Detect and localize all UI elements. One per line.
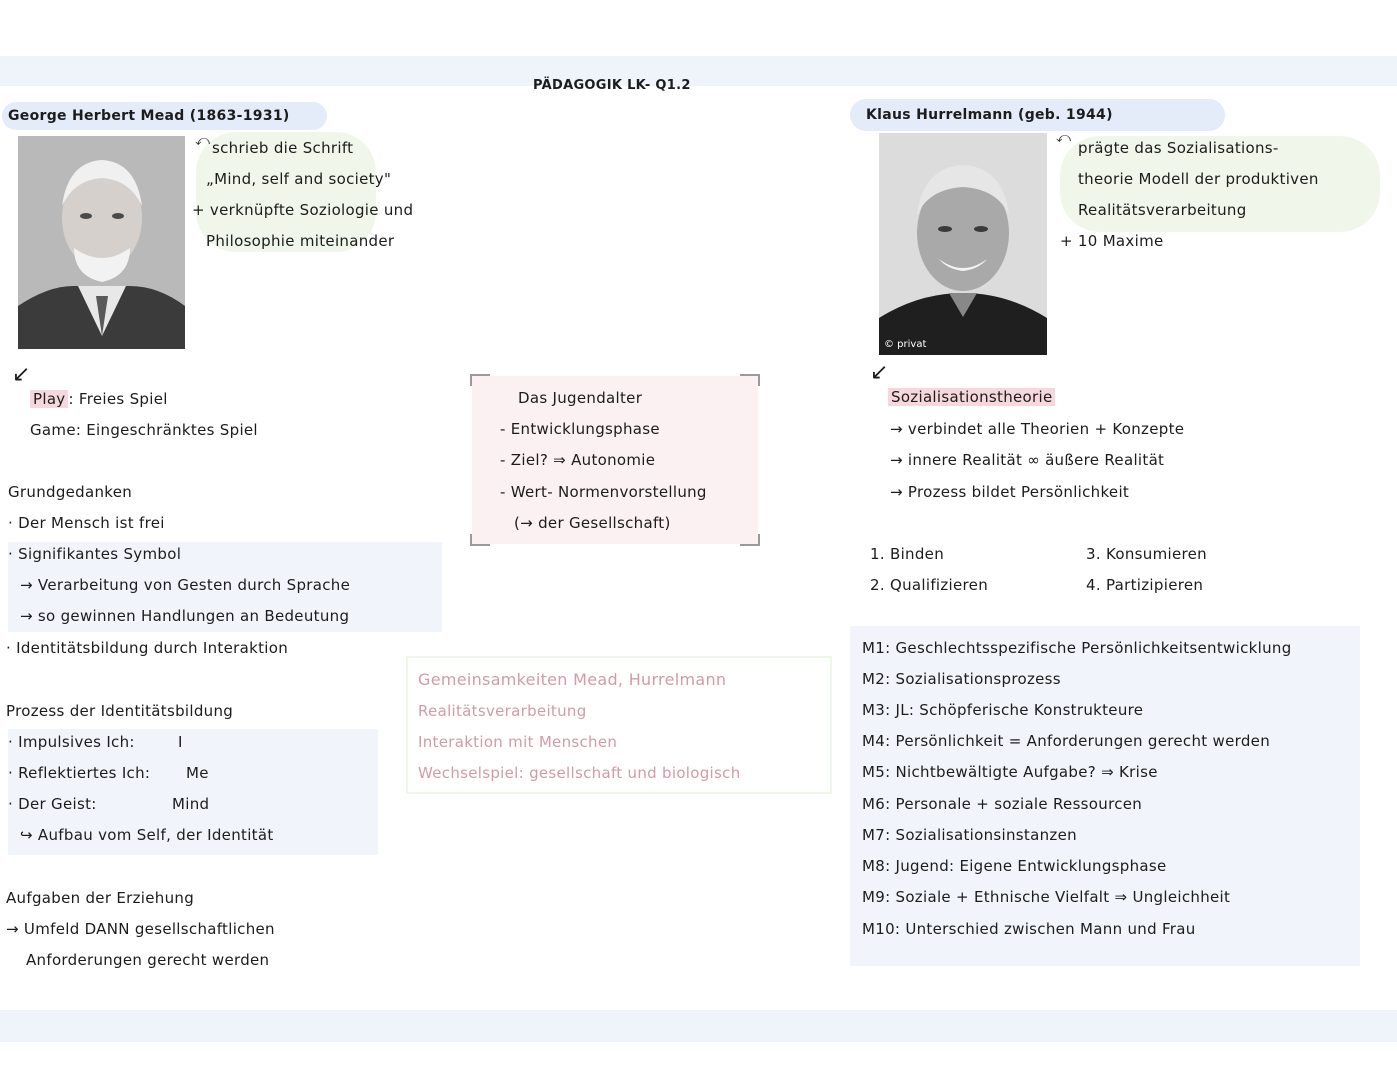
theorie-title-wrap (888, 388, 1055, 406)
photo-credit: © privat (884, 339, 927, 350)
erziehung-line-2: Anforderungen gerecht werden (26, 951, 270, 969)
prozess-row-1-label: · Impulsives Ich: (8, 733, 135, 751)
maxime-9: M9: Soziale + Ethnische Vielfalt ⇒ Ungleichheit (862, 888, 1231, 906)
grundgedanken-item-2: · Signifikantes Symbol (8, 545, 182, 563)
corner-bottom-right (740, 534, 760, 546)
top-band (0, 56, 1397, 86)
prozess-row-3-value: Mind (172, 795, 210, 813)
grundgedanken-title: Grundgedanken (8, 483, 133, 501)
maxime-2: M2: Sozialisationsprozess (862, 670, 1061, 688)
curved-arrow-icon: ⤺ (195, 133, 210, 149)
prozess-title: Prozess der Identitätsbildung (6, 702, 234, 720)
maxime-4: M4: Persönlichkeit = Anforderungen gerecht werden (862, 732, 1270, 750)
mead-name: George Herbert Mead (1863-1931) (8, 108, 290, 124)
hurrelmann-fact-2: theorie Modell der produktiven (1078, 170, 1319, 188)
step-3: 3. Konsumieren (1086, 545, 1207, 563)
jugendalter-item-2: - Ziel? ⇒ Autonomie (500, 451, 656, 469)
jugendalter-item-3: - Wert- Normenvorstellung (500, 483, 707, 501)
erziehung-title: Aufgaben der Erziehung (6, 889, 195, 907)
jugendalter-title: Das Jugendalter (518, 389, 643, 407)
step-4: 4. Partizipieren (1086, 576, 1204, 594)
grundgedanken-item-3: → Verarbeitung von Gesten durch Sprache (20, 576, 351, 594)
maxime-7: M7: Sozialisationsinstanzen (862, 826, 1077, 844)
prozess-row-2-value: Me (186, 764, 209, 782)
hurrelmann-portrait (879, 133, 1047, 355)
step-1: 1. Binden (870, 545, 945, 563)
mead-fact-2: „Mind, self and society" (206, 170, 392, 188)
hurrelmann-fact-4: + 10 Maxime (1060, 232, 1164, 250)
step-2: 2. Qualifizieren (870, 576, 989, 594)
maxime-3: M3: JL: Schöpferische Konstrukteure (862, 701, 1144, 719)
jugendalter-item-1: - Entwicklungsphase (500, 420, 660, 438)
mead-fact-1: schrieb die Schrift (212, 139, 354, 157)
theorie-item-1: → verbindet alle Theorien + Konzepte (890, 420, 1185, 438)
gemeinsam-item-1: Realitätsverarbeitung (418, 702, 587, 720)
hurrelmann-arrow-icon: ↙ (870, 360, 889, 385)
mead-portrait (18, 136, 185, 349)
prozess-result: ↪ Aufbau vom Self, der Identität (20, 826, 274, 844)
gemeinsam-item-3: Wechselspiel: gesellschaft und biologisch (418, 764, 741, 782)
theorie-item-3: → Prozess bildet Persönlichkeit (890, 483, 1130, 501)
corner-bottom-left (470, 534, 490, 546)
hurrelmann-fact-1: prägte das Sozialisations- (1078, 139, 1279, 157)
corner-top-left (470, 374, 490, 386)
bottom-band (0, 1010, 1397, 1042)
erziehung-line-1: → Umfeld DANN gesellschaftlichen (6, 920, 275, 938)
prozess-row-3-label: · Der Geist: (8, 795, 97, 813)
maxime-6: M6: Personale + soziale Ressourcen (862, 795, 1143, 813)
play-line (30, 390, 168, 408)
grundgedanken-item-4: → so gewinnen Handlungen an Bedeutung (20, 607, 350, 625)
play-text: : Freies Spiel (68, 390, 168, 408)
mead-arrow-icon: ↙ (12, 362, 31, 387)
maxime-5: M5: Nichtbewältigte Aufgabe? ⇒ Krise (862, 763, 1158, 781)
hurrelmann-fact-3: Realitätsverarbeitung (1078, 201, 1247, 219)
maxime-10: M10: Unterschied zwischen Mann und Frau (862, 920, 1196, 938)
hurrelmann-portrait-drawing (879, 133, 1047, 355)
grundgedanken-item-1: · Der Mensch ist frei (8, 514, 165, 532)
prozess-row-1-value: I (178, 733, 183, 751)
mead-fact-4: Philosophie miteinander (206, 232, 395, 250)
theorie-title: Sozialisationstheorie (888, 388, 1055, 406)
curved-arrow-icon-2: ⤺ (1056, 130, 1071, 146)
gemeinsam-title: Gemeinsamkeiten Mead, Hurrelmann (418, 670, 727, 689)
hurrelmann-name: Klaus Hurrelmann (geb. 1944) (866, 107, 1113, 123)
theorie-item-2: → innere Realität ∞ äußere Realität (890, 451, 1165, 469)
gemeinsam-item-2: Interaktion mit Menschen (418, 733, 618, 751)
maxime-1: M1: Geschlechtsspezifische Persönlichkeitsentwicklung (862, 639, 1292, 657)
grundgedanken-item-5: · Identitätsbildung durch Interaktion (6, 639, 289, 657)
page-title: PÄDAGOGIK LK- Q1.2 (533, 78, 691, 93)
mead-portrait-drawing (18, 136, 185, 349)
jugendalter-item-4: (→ der Gesellschaft) (514, 514, 671, 532)
prozess-row-2-label: · Reflektiertes Ich: (8, 764, 151, 782)
play-term: Play (30, 390, 68, 408)
maxime-8: M8: Jugend: Eigene Entwicklungsphase (862, 857, 1167, 875)
corner-top-right (740, 374, 760, 386)
game-term: Game (30, 421, 76, 439)
mead-fact-3: + verknüpfte Soziologie und (192, 201, 414, 219)
game-line (30, 421, 258, 439)
game-text: : Eingeschränktes Spiel (75, 421, 258, 439)
